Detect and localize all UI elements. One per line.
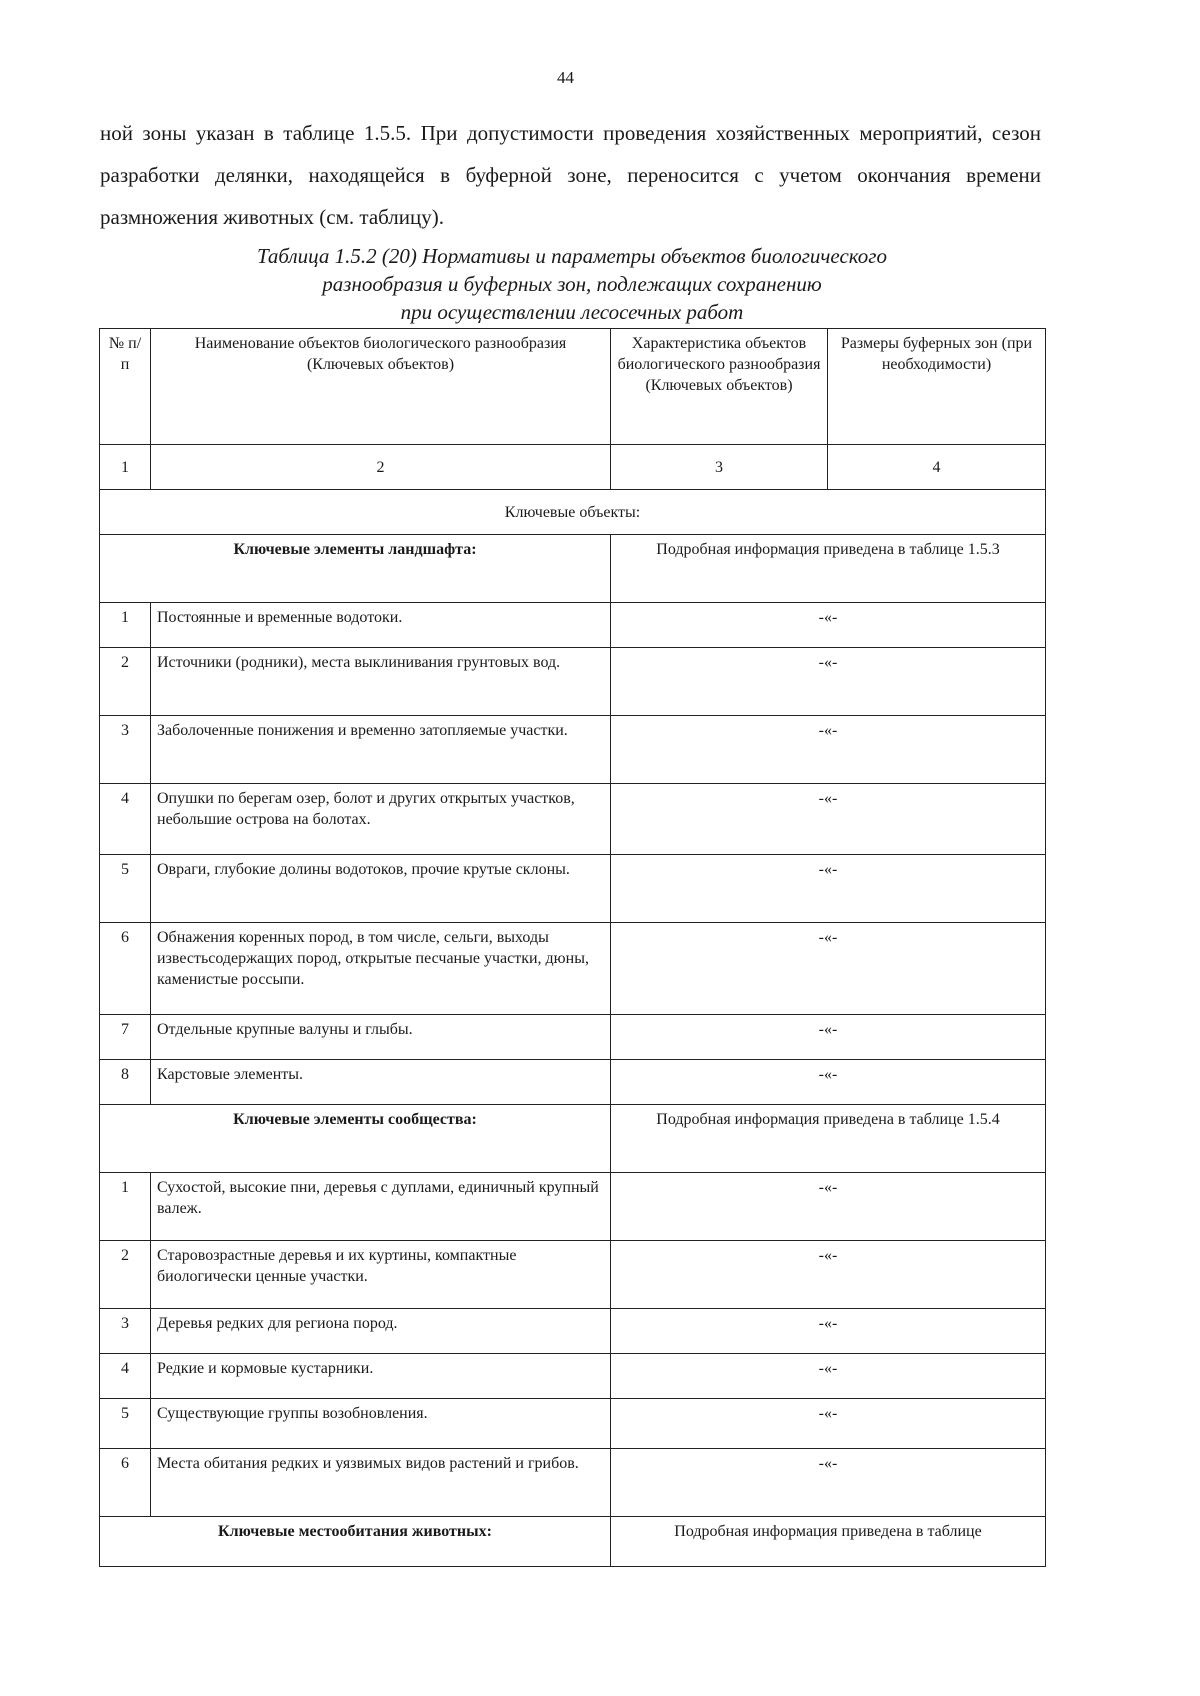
- table-row: [100, 716, 1046, 784]
- object-name: Постоянные и временные водотоки.: [151, 603, 611, 648]
- table-row: [100, 1399, 1046, 1449]
- table-row: [100, 603, 1046, 648]
- caption-line: при осуществлении лесосечных работ: [400, 300, 744, 324]
- object-value: -«-: [611, 1060, 1046, 1105]
- biodiversity-table: [99, 328, 1046, 1567]
- table-row: [100, 648, 1046, 716]
- table-row: [100, 1173, 1046, 1241]
- row-number: 2: [100, 648, 151, 716]
- row-number: 7: [100, 1015, 151, 1060]
- object-name: Сухостой, высокие пни, деревья с дуплами, единичный крупный валеж.: [151, 1173, 611, 1241]
- row-number: 2: [100, 1241, 151, 1309]
- header-cell-name: Наименование объектов биологического разнообразия (Ключевых объектов): [151, 329, 611, 445]
- object-value: -«-: [611, 1354, 1046, 1399]
- group-title: Ключевые местообитания животных:: [100, 1517, 611, 1567]
- object-name: Источники (родники), места выклинивания грунтовых вод.: [151, 648, 611, 716]
- object-value: -«-: [611, 716, 1046, 784]
- object-name: Старовозрастные деревья и их куртины, компактные биологически ценные участки.: [151, 1241, 611, 1309]
- section-title-row: [100, 490, 1046, 535]
- object-name: Отдельные крупные валуны и глыбы.: [151, 1015, 611, 1060]
- table-row: [100, 923, 1046, 1015]
- row-number: 5: [100, 1399, 151, 1449]
- object-value: -«-: [611, 603, 1046, 648]
- row-number: 5: [100, 855, 151, 923]
- object-name: Овраги, глубокие долины водотоков, прочие крутые склоны.: [151, 855, 611, 923]
- row-number: 3: [100, 716, 151, 784]
- object-value: -«-: [611, 1399, 1046, 1449]
- header-cell-number: № п/п: [100, 329, 151, 445]
- object-name: Опушки по берегам озер, болот и других открытых участков, небольшие острова на болотах.: [151, 784, 611, 855]
- row-number: 8: [100, 1060, 151, 1105]
- object-name: Существующие группы возобновления.: [151, 1399, 611, 1449]
- object-value: -«-: [611, 784, 1046, 855]
- caption-line: разнообразия и буферных зон, подлежащих сохранению: [322, 272, 822, 296]
- column-number-row: [100, 445, 1046, 490]
- object-value: -«-: [611, 923, 1046, 1015]
- group-title: Ключевые элементы ландшафта:: [100, 535, 611, 603]
- table-row: [100, 1309, 1046, 1354]
- table-row: [100, 1015, 1046, 1060]
- column-number: 4: [828, 445, 1046, 490]
- object-value: -«-: [611, 855, 1046, 923]
- table-header-row: [100, 329, 1046, 445]
- object-name: Места обитания редких и уязвимых видов растений и грибов.: [151, 1449, 611, 1517]
- column-number: 1: [100, 445, 151, 490]
- row-number: 1: [100, 1173, 151, 1241]
- row-number: 4: [100, 784, 151, 855]
- group-header-row: [100, 535, 1046, 603]
- body-paragraph: ной зоны указан в таблице 1.5.5. При допустимости проведения хозяйственных мероприятий, сезон разработки делянки, находящейся в буферной зоне, переносится с учетом окончания времени размножения животных (см. таблицу).: [100, 121, 1041, 229]
- column-number: 2: [151, 445, 611, 490]
- object-value: -«-: [611, 1015, 1046, 1060]
- caption-line: Таблица 1.5.2 (20) Нормативы и параметры объектов биологического: [256, 244, 888, 268]
- object-value: -«-: [611, 1449, 1046, 1517]
- column-number: 3: [611, 445, 828, 490]
- section-title: Ключевые объекты:: [100, 490, 1046, 535]
- object-name: Редкие и кормовые кустарники.: [151, 1354, 611, 1399]
- group-info: Подробная информация приведена в таблице: [611, 1517, 1046, 1567]
- row-number: 6: [100, 1449, 151, 1517]
- object-value: -«-: [611, 1173, 1046, 1241]
- row-number: 6: [100, 923, 151, 1015]
- table-caption: [100, 242, 1044, 326]
- header-cell-buffer-size: Размеры буферных зон (при необходимости): [828, 329, 1046, 445]
- group-header-row: [100, 1105, 1046, 1173]
- object-name: Обнажения коренных пород, в том числе, сельги, выходы известьсодержащих пород, открытые песчаные участки, дюны, каменистые россыпи.: [151, 923, 611, 1015]
- table-row: [100, 1354, 1046, 1399]
- group-info: Подробная информация приведена в таблице 1.5.4: [611, 1105, 1046, 1173]
- row-number: 4: [100, 1354, 151, 1399]
- page-number: 44: [557, 68, 574, 87]
- table-row: [100, 855, 1046, 923]
- object-name: Карстовые элементы.: [151, 1060, 611, 1105]
- object-value: -«-: [611, 1309, 1046, 1354]
- row-number: 3: [100, 1309, 151, 1354]
- header-cell-characteristic: Характеристика объектов биологического разнообразия (Ключевых объектов): [611, 329, 828, 445]
- object-name: Заболоченные понижения и временно затопляемые участки.: [151, 716, 611, 784]
- group-header-row: [100, 1517, 1046, 1567]
- table-row: [100, 784, 1046, 855]
- table-row: [100, 1060, 1046, 1105]
- table-row: [100, 1241, 1046, 1309]
- object-name: Деревья редких для региона пород.: [151, 1309, 611, 1354]
- row-number: 1: [100, 603, 151, 648]
- group-title: Ключевые элементы сообщества:: [100, 1105, 611, 1173]
- group-info: Подробная информация приведена в таблице 1.5.3: [611, 535, 1046, 603]
- table-row: [100, 1449, 1046, 1517]
- object-value: -«-: [611, 648, 1046, 716]
- object-value: -«-: [611, 1241, 1046, 1309]
